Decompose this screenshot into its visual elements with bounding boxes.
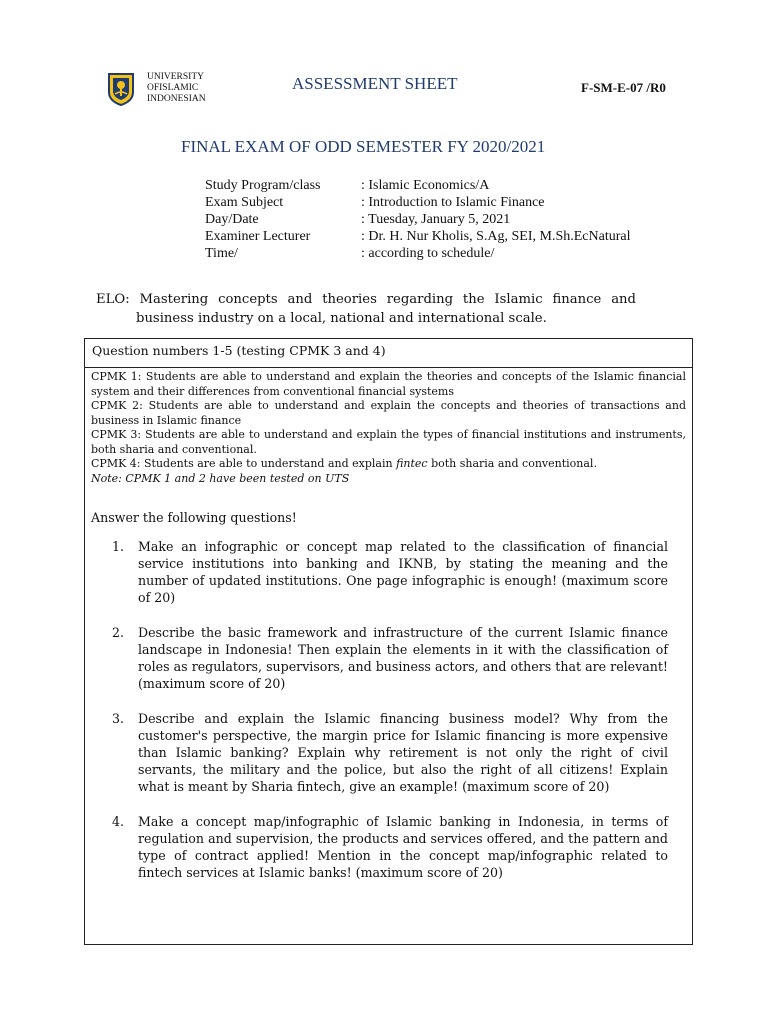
info-label: Examiner Lecturer bbox=[205, 229, 311, 244]
cpmk-4-rest: both sharia and conventional. bbox=[427, 457, 597, 470]
info-label: Day/Date bbox=[205, 212, 259, 227]
university-crest-icon bbox=[107, 72, 135, 106]
question-item bbox=[85, 813, 692, 881]
info-value: : Dr. H. Nur Kholis, S.Ag, SEI, M.Sh.EcNatural bbox=[361, 229, 631, 244]
info-label: Time/ bbox=[205, 246, 238, 261]
info-value: : according to schedule/ bbox=[361, 246, 495, 261]
info-label: Exam Subject bbox=[205, 195, 284, 210]
answer-intro: Answer the following questions! bbox=[91, 510, 297, 525]
elo-statement bbox=[96, 290, 636, 328]
university-line-3: INDONESIAN bbox=[147, 94, 206, 104]
question-item bbox=[85, 538, 692, 606]
question-number: 1. bbox=[111, 539, 124, 554]
info-row bbox=[205, 245, 631, 262]
elo-line-2: business industry on a local, national and international scale. bbox=[136, 311, 547, 326]
question-text: Describe the basic framework and infrastructure of the current Islamic finance landscape in Indonesia! Then explain the elements in it with the classification of roles as regulators, supervisors, and business actors, and others that are relevant! (maximum score of 20) bbox=[138, 625, 668, 691]
question-box-heading: Question numbers 1-5 (testing CPMK 3 and 4) bbox=[85, 339, 692, 368]
exam-title: FINAL EXAM OF ODD SEMESTER FY 2020/2021 bbox=[181, 137, 546, 156]
question-number: 2. bbox=[111, 625, 124, 640]
university-line-2: OFISLAMIC bbox=[147, 83, 199, 93]
cpmk-3: CPMK 3: Students are able to understand and explain the types of financial institutions and instruments, both sharia and conventional. bbox=[91, 428, 686, 456]
cpmk-4-italic: fintec bbox=[396, 457, 428, 470]
university-line-1: UNIVERSITY bbox=[147, 72, 204, 82]
cpmk-2: CPMK 2: Students are able to understand and explain the concepts and theories of transactions and business in Islamic finance bbox=[91, 399, 686, 427]
cpmk-4-text: CPMK 4: Students are able to understand and explain bbox=[91, 457, 397, 470]
question-box bbox=[84, 338, 693, 945]
cpmk-section bbox=[85, 368, 692, 486]
cpmk-note: Note: CPMK 1 and 2 have been tested on UTS bbox=[91, 471, 350, 485]
elo-line-1: ELO: Mastering concepts and theories regarding the Islamic finance and bbox=[96, 292, 636, 307]
question-number: 4. bbox=[111, 814, 124, 829]
info-value: : Introduction to Islamic Finance bbox=[361, 195, 545, 210]
info-row bbox=[205, 211, 631, 228]
question-list bbox=[85, 538, 692, 881]
question-item bbox=[85, 710, 692, 795]
info-row bbox=[205, 194, 631, 211]
question-text: Describe and explain the Islamic financing business model? Why from the customer's perspective, the margin price for Islamic financing is more expensive than Islamic banking? Explain why retirement is not only the right of civil servants, the military and the police, but also the right of all citizens! Explain what is meant by Sharia fintech, give an example! (maximum score of 20) bbox=[138, 711, 668, 794]
info-row bbox=[205, 228, 631, 245]
university-name bbox=[147, 72, 206, 105]
info-value: : Islamic Economics/A bbox=[361, 178, 490, 193]
question-text: Make an infographic or concept map related to the classification of financial service institutions into banking and IKNB, by stating the meaning and the number of updated institutions. One page infographic is enough! (maximum score of 20) bbox=[138, 539, 668, 605]
cpmk-1: CPMK 1: Students are able to understand and explain the theories and concepts of the Islamic financial system and their differences from conventional financial systems bbox=[91, 370, 686, 398]
question-item bbox=[85, 624, 692, 692]
info-label: Study Program/class bbox=[205, 178, 321, 193]
info-value: : Tuesday, January 5, 2021 bbox=[361, 212, 511, 227]
info-row bbox=[205, 177, 631, 194]
cpmk-4 bbox=[91, 457, 686, 472]
sheet-title: ASSESSMENT SHEET bbox=[292, 74, 458, 93]
form-code: F-SM-E-07 /R0 bbox=[581, 80, 666, 95]
exam-info bbox=[205, 177, 631, 262]
question-number: 3. bbox=[111, 711, 124, 726]
question-text: Make a concept map/infographic of Islamic banking in Indonesia, in terms of regulation and supervision, the products and services offered, and the pattern and type of contract applied! Mention in the concept map/infographic related to fintech services at Islamic banks! (maximum score of 20) bbox=[138, 814, 668, 880]
